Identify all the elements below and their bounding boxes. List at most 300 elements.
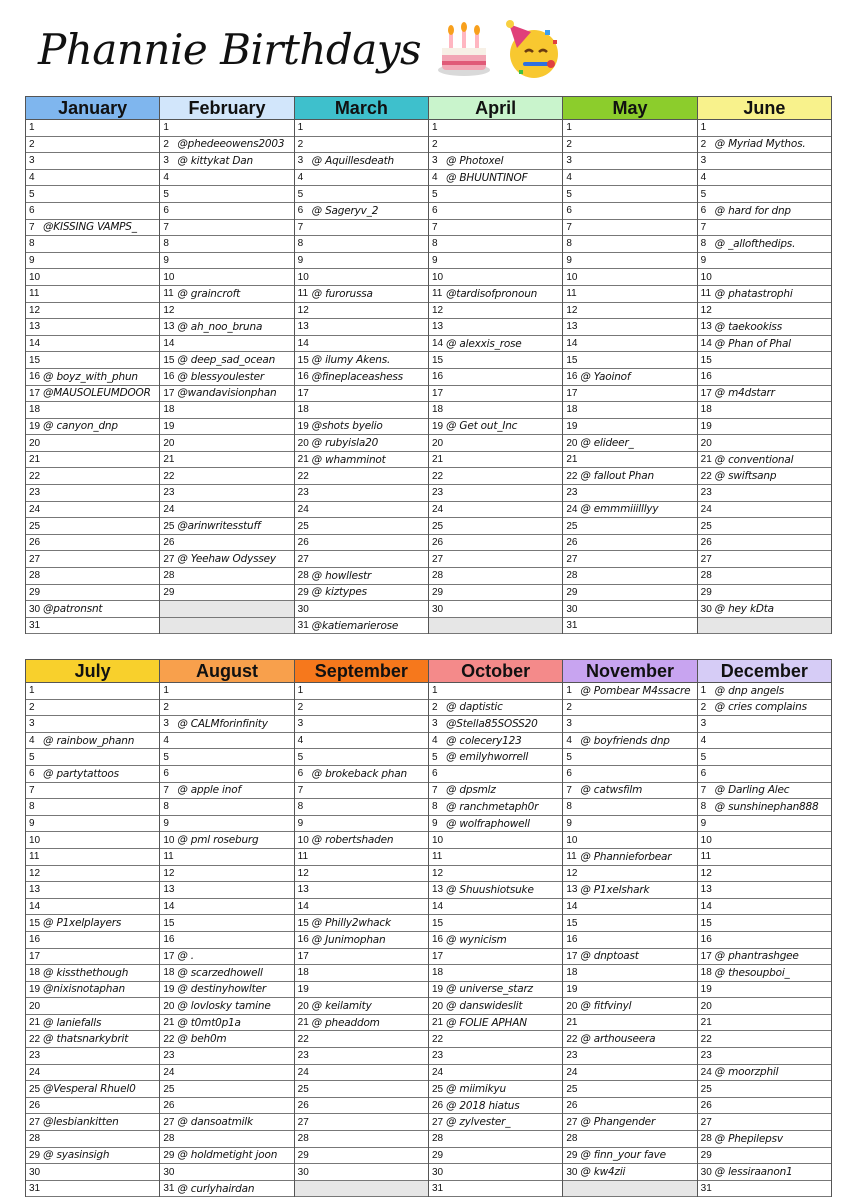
birthday-handle: @ beh0m	[177, 1033, 227, 1046]
day-row	[160, 1065, 293, 1082]
day-number: 3	[566, 155, 572, 167]
day-number: 8	[163, 801, 169, 813]
day-number: 11	[700, 851, 712, 863]
day-number: 15	[700, 354, 712, 366]
day-row	[563, 203, 696, 220]
day-number: 8	[431, 801, 438, 813]
day-row	[160, 452, 293, 469]
birthday-handle: @ lessiraanon1	[714, 1166, 793, 1179]
day-row	[160, 1148, 293, 1165]
birthday-handle: @ ranchmetaph0r	[445, 800, 539, 813]
day-number: 16	[297, 934, 309, 946]
day-row	[429, 783, 562, 800]
day-row	[26, 1131, 159, 1148]
birthday-handle: @ Phepilepsv	[714, 1132, 783, 1145]
day-row	[429, 1114, 562, 1131]
day-number: 26	[29, 1100, 41, 1112]
day-row	[26, 866, 159, 883]
day-row	[698, 369, 831, 386]
day-number: 4	[163, 735, 169, 747]
day-row	[698, 1114, 831, 1131]
day-row	[563, 303, 696, 320]
month-column-may	[563, 97, 697, 634]
day-number: 9	[566, 255, 572, 267]
month-header: January	[26, 97, 159, 120]
day-number: 25	[163, 520, 175, 532]
day-row	[26, 618, 159, 635]
month-header: August	[160, 660, 293, 683]
day-number: 21	[297, 1017, 309, 1029]
day-number: 12	[566, 304, 578, 316]
day-row	[563, 849, 696, 866]
birthday-handle: @ holdmetight joon	[177, 1149, 278, 1162]
day-number: 6	[163, 205, 169, 217]
day-number: 19	[431, 420, 444, 432]
birthday-handle: @ dansoatmilk	[177, 1116, 253, 1129]
day-number: 17	[566, 950, 578, 962]
birthday-handle: @ Junimophan	[311, 933, 386, 946]
calendar-grid-jul-dec	[25, 659, 832, 1197]
birthday-handle: @ Pombear M4ssacre	[580, 684, 691, 697]
day-number: 26	[163, 1100, 175, 1112]
day-number: 4	[431, 172, 438, 184]
day-row	[295, 452, 428, 469]
day-row	[160, 749, 293, 766]
day-number: 11	[700, 288, 712, 300]
day-number: 16	[566, 371, 578, 383]
day-number: 4	[297, 172, 304, 184]
day-number: 23	[163, 487, 175, 499]
day-number: 30	[431, 1166, 444, 1178]
day-number: 21	[297, 454, 309, 466]
day-number: 1	[29, 122, 35, 134]
day-number: 6	[163, 768, 169, 780]
day-number: 2	[29, 701, 35, 713]
day-number: 14	[163, 901, 175, 913]
day-row	[563, 369, 696, 386]
day-row	[563, 783, 696, 800]
day-number: 3	[700, 718, 707, 730]
day-number: 24	[163, 503, 175, 515]
day-row	[160, 716, 293, 733]
day-row	[429, 203, 562, 220]
day-row	[160, 286, 293, 303]
day-number: 16	[566, 934, 578, 946]
day-number: 31	[29, 1183, 41, 1195]
day-row	[295, 551, 428, 568]
day-row	[429, 435, 562, 452]
birthday-handle: @ rainbow_phann	[43, 734, 135, 747]
birthday-handle: @ Phangender	[580, 1116, 656, 1129]
day-row	[429, 766, 562, 783]
day-row	[26, 386, 159, 403]
day-row	[429, 1048, 562, 1065]
birthday-handle: @ Photoxel	[445, 154, 504, 167]
calendar-grid-jan-jun	[25, 96, 832, 634]
birthday-handle: @ deep_sad_ocean	[177, 354, 276, 367]
day-row	[295, 137, 428, 154]
day-number: 13	[431, 884, 444, 896]
day-row	[698, 551, 831, 568]
day-number: 21	[700, 454, 712, 466]
day-row	[295, 1131, 428, 1148]
day-number: 12	[297, 304, 309, 316]
day-row	[698, 386, 831, 403]
month-header: December	[698, 660, 831, 683]
day-number: 4	[700, 172, 707, 184]
day-number: 28	[297, 570, 309, 582]
day-number: 19	[700, 420, 712, 432]
day-number: 23	[29, 487, 41, 499]
day-row	[295, 949, 428, 966]
day-number: 31	[431, 1183, 444, 1195]
day-number: 25	[297, 520, 309, 532]
day-row	[26, 502, 159, 519]
month-column-august	[160, 660, 294, 1197]
birthday-handle: @ laniefalls	[43, 1016, 102, 1029]
month-column-march	[295, 97, 429, 634]
day-number: 12	[297, 867, 309, 879]
day-number: 26	[163, 537, 175, 549]
day-number: 14	[566, 901, 578, 913]
day-row	[698, 915, 831, 932]
day-number: 13	[163, 321, 175, 333]
page-title-area	[38, 14, 563, 84]
day-number: 3	[297, 155, 304, 167]
day-number: 20	[566, 1000, 578, 1012]
day-number: 5	[29, 188, 35, 200]
day-row	[160, 766, 293, 783]
day-number: 27	[431, 553, 444, 565]
birthday-handle: @ CALMforinfinity	[177, 717, 268, 730]
day-number: 20	[431, 1000, 444, 1012]
birthday-handle: @MAUSOLEUMDOOR	[43, 387, 151, 400]
day-row	[429, 220, 562, 237]
day-number: 13	[297, 884, 309, 896]
birthday-handle: @ kissthethough	[43, 966, 129, 979]
day-number: 25	[29, 520, 41, 532]
day-number: 13	[700, 321, 712, 333]
day-number: 1	[297, 122, 304, 134]
day-number: 20	[163, 1000, 175, 1012]
day-number: 11	[431, 288, 443, 300]
day-row	[698, 832, 831, 849]
day-number: 21	[431, 454, 444, 466]
day-number: 13	[700, 884, 712, 896]
day-row	[295, 303, 428, 320]
day-row	[26, 998, 159, 1015]
day-number: 4	[297, 735, 304, 747]
day-number: 10	[431, 271, 444, 283]
day-row	[429, 518, 562, 535]
birthday-handle: @katiemarierose	[311, 619, 399, 632]
day-number: 9	[566, 818, 572, 830]
day-number: 27	[700, 1116, 712, 1128]
day-row	[26, 419, 159, 436]
day-number: 14	[29, 901, 41, 913]
day-number: 23	[700, 1050, 712, 1062]
day-number: 24	[431, 1066, 444, 1078]
day-number: 4	[566, 172, 572, 184]
day-number: 11	[297, 288, 309, 300]
day-row	[295, 1081, 428, 1098]
day-row	[160, 153, 293, 170]
day-row	[160, 502, 293, 519]
day-row	[429, 700, 562, 717]
day-number: 27	[566, 1116, 578, 1128]
day-row	[26, 749, 159, 766]
day-row	[563, 1031, 696, 1048]
birthday-handle: @ Phan of Phal	[714, 337, 791, 350]
day-number: 6	[297, 768, 304, 780]
birthday-handle: @ finn_your fave	[580, 1149, 666, 1162]
day-row	[429, 733, 562, 750]
day-number: 22	[566, 1033, 578, 1045]
day-number: 3	[431, 718, 438, 730]
day-number: 27	[163, 553, 175, 565]
day-number: 10	[431, 834, 444, 846]
birthday-handle: @ kw4zii	[580, 1166, 626, 1179]
day-row	[26, 153, 159, 170]
day-row	[429, 502, 562, 519]
day-number: 18	[700, 967, 712, 979]
day-row	[698, 849, 831, 866]
day-number: 24	[566, 503, 578, 515]
day-row	[563, 799, 696, 816]
day-row	[429, 585, 562, 602]
day-number: 23	[700, 487, 712, 499]
day-number: 30	[297, 1166, 309, 1178]
day-number: 9	[431, 818, 438, 830]
day-number: 14	[700, 901, 712, 913]
day-row	[160, 1031, 293, 1048]
day-number: 4	[29, 735, 35, 747]
day-number: 27	[29, 1116, 41, 1128]
day-row	[563, 485, 696, 502]
birthday-handle: @ dpsmlz	[445, 784, 496, 797]
day-number: 3	[163, 155, 169, 167]
day-number: 14	[297, 338, 309, 350]
day-row	[563, 1098, 696, 1115]
day-row	[563, 899, 696, 916]
day-row	[295, 468, 428, 485]
day-row	[295, 749, 428, 766]
day-row	[563, 535, 696, 552]
birthday-handle: @ pheaddom	[311, 1016, 380, 1029]
day-number: 1	[163, 122, 169, 134]
day-row	[160, 832, 293, 849]
day-number: 7	[29, 784, 35, 796]
day-number: 9	[700, 818, 707, 830]
day-row	[698, 683, 831, 700]
day-row	[563, 269, 696, 286]
month-column-october	[429, 660, 563, 1197]
birthday-handle: @fineplaceashess	[311, 370, 403, 383]
birthday-handle: @ daptistic	[445, 701, 503, 714]
day-number: 23	[297, 1050, 309, 1062]
day-row	[295, 369, 428, 386]
day-number: 2	[29, 138, 35, 150]
day-number: 7	[700, 784, 707, 796]
day-row	[429, 137, 562, 154]
day-row	[295, 915, 428, 932]
day-row	[26, 120, 159, 137]
month-column-july	[26, 660, 160, 1197]
day-number: 26	[700, 1100, 712, 1112]
day-row	[429, 236, 562, 253]
day-row	[429, 982, 562, 999]
day-row	[429, 882, 562, 899]
day-number: 3	[29, 155, 35, 167]
day-row	[563, 468, 696, 485]
birthday-handle: @ P1xelplayers	[43, 917, 122, 930]
day-number: 6	[29, 205, 35, 217]
day-number: 18	[700, 404, 712, 416]
day-row	[563, 618, 696, 635]
day-number: 13	[297, 321, 309, 333]
day-row	[429, 386, 562, 403]
day-number: 27	[29, 553, 41, 565]
month-header: April	[429, 97, 562, 120]
birthday-handle: @ wynicism	[445, 933, 507, 946]
day-number: 21	[163, 1017, 175, 1029]
day-number: 28	[163, 1133, 175, 1145]
day-number: 10	[163, 271, 175, 283]
birthday-handle: @ colecery123	[445, 734, 522, 747]
day-number: 18	[297, 404, 309, 416]
day-row	[563, 1015, 696, 1032]
day-number: 24	[700, 1066, 712, 1078]
month-column-december	[698, 660, 832, 1197]
day-row	[429, 899, 562, 916]
day-number: 27	[431, 1116, 444, 1128]
day-row	[563, 220, 696, 237]
day-row	[160, 700, 293, 717]
day-number: 6	[297, 205, 304, 217]
day-row	[698, 303, 831, 320]
day-row	[563, 137, 696, 154]
day-number: 16	[163, 371, 175, 383]
day-row	[429, 485, 562, 502]
birthday-handle: @ kiztypes	[311, 586, 367, 599]
day-row	[563, 386, 696, 403]
day-number: 1	[431, 685, 438, 697]
day-number: 22	[163, 470, 175, 482]
day-row	[563, 153, 696, 170]
day-row	[563, 716, 696, 733]
birthday-handle: @ boyfriends dnp	[580, 734, 670, 747]
day-row	[429, 402, 562, 419]
day-number: 29	[700, 586, 712, 598]
birthday-handle: @phedeeowens2003	[177, 138, 285, 151]
day-row	[698, 585, 831, 602]
day-number: 17	[431, 950, 444, 962]
birthday-handle: @ brokeback phan	[311, 767, 407, 780]
day-row	[295, 485, 428, 502]
birthday-handle: @ Sageryv_2	[311, 204, 379, 217]
day-number: 9	[29, 255, 35, 267]
day-row	[563, 832, 696, 849]
day-row	[698, 435, 831, 452]
day-row	[160, 683, 293, 700]
day-number: 7	[163, 221, 169, 233]
day-number: 3	[297, 718, 304, 730]
day-number: 19	[297, 983, 309, 995]
day-row	[698, 749, 831, 766]
day-number: 28	[431, 570, 444, 582]
birthday-handle: @ hard for dnp	[714, 204, 791, 217]
birthday-handle: @ Darling Alec	[714, 784, 790, 797]
day-number: 6	[700, 768, 707, 780]
day-row	[698, 1131, 831, 1148]
birthday-handle: @ t0mt0p1a	[177, 1016, 241, 1029]
day-number: 30	[29, 1166, 41, 1178]
birthday-handle: @ arthouseera	[580, 1033, 656, 1046]
day-number: 10	[700, 834, 712, 846]
day-number: 29	[29, 586, 41, 598]
day-row	[295, 435, 428, 452]
day-number: 27	[163, 1116, 175, 1128]
day-number: 25	[566, 1083, 578, 1095]
day-row	[160, 899, 293, 916]
day-row	[160, 982, 293, 999]
day-number: 23	[163, 1050, 175, 1062]
day-row	[698, 1181, 831, 1198]
birthday-handle: @ destinyhowlter	[177, 983, 266, 996]
day-number: 6	[700, 205, 707, 217]
birthday-handle: @ curlyhairdan	[177, 1182, 255, 1195]
day-number: 28	[29, 1133, 41, 1145]
day-number: 15	[431, 917, 444, 929]
day-number: 18	[431, 967, 444, 979]
day-row	[26, 568, 159, 585]
day-number: 27	[297, 553, 309, 565]
day-row	[26, 882, 159, 899]
day-number: 1	[700, 685, 707, 697]
day-number: 29	[163, 1149, 175, 1161]
day-row	[563, 568, 696, 585]
day-number: 29	[163, 586, 175, 598]
day-number: 19	[29, 420, 41, 432]
day-row	[26, 849, 159, 866]
day-row	[563, 816, 696, 833]
day-number: 3	[29, 718, 35, 730]
day-row	[563, 336, 696, 353]
birthday-handle: @ kittykat Dan	[177, 154, 253, 167]
day-number: 14	[431, 901, 444, 913]
birthday-handle: @ m4dstarr	[714, 387, 775, 400]
day-row	[160, 352, 293, 369]
day-number: 25	[431, 520, 444, 532]
day-number: 20	[700, 437, 712, 449]
day-row	[429, 419, 562, 436]
day-row	[698, 236, 831, 253]
day-row	[160, 1131, 293, 1148]
day-number: 21	[566, 1017, 578, 1029]
day-row	[698, 336, 831, 353]
day-row	[563, 766, 696, 783]
day-number: 6	[431, 768, 438, 780]
day-row	[698, 269, 831, 286]
birthday-handle: @ phatastrophi	[714, 287, 793, 300]
day-row	[295, 585, 428, 602]
day-row	[563, 1081, 696, 1098]
month-column-november	[563, 660, 697, 1197]
day-row	[26, 733, 159, 750]
day-row	[698, 1031, 831, 1048]
day-number: 11	[29, 851, 40, 863]
day-number: 1	[700, 122, 707, 134]
